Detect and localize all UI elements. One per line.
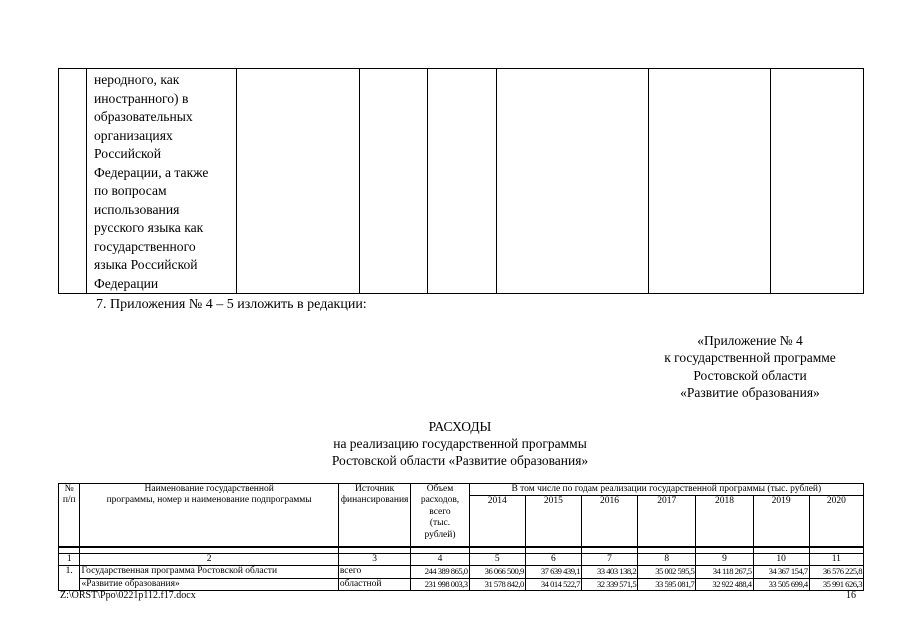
row-value: 32 339 571,5 — [581, 578, 637, 590]
appendix-line: к государственной программе — [664, 350, 836, 366]
row-value: 34 367 154,7 — [753, 566, 809, 578]
column-number: 11 — [809, 554, 863, 566]
header-year: 2017 — [638, 496, 696, 548]
column-number: 3 — [338, 554, 411, 566]
header-source-line: финансирования — [340, 495, 409, 506]
cont-line: по вопросам — [94, 183, 167, 198]
cont-line: Федерации — [94, 275, 159, 291]
header-year: 2020 — [809, 496, 863, 548]
row-value: 31 578 842,0 — [469, 578, 525, 590]
heading-line: Ростовской области «Развитие образования» — [331, 453, 589, 468]
cont-line: государственного — [94, 238, 196, 254]
column-number: 8 — [638, 554, 696, 566]
header-source — [338, 484, 411, 548]
column-number: 2 — [80, 554, 338, 566]
column-number: 6 — [525, 554, 581, 566]
header-name — [80, 484, 338, 548]
row-value: 34 014 522,7 — [525, 578, 581, 590]
heading-title: РАСХОДЫ — [428, 419, 492, 434]
column-number: 5 — [469, 554, 525, 566]
row-value: 36 066 500,9 — [469, 566, 525, 578]
row-value: 33 505 699,4 — [753, 578, 809, 590]
appendix-line: Ростовской области — [693, 367, 807, 383]
table-row — [59, 566, 864, 578]
cont-line: образовательных — [94, 109, 193, 124]
table-row — [59, 578, 864, 590]
header-num — [59, 484, 80, 548]
header-volume-line: Объем — [426, 484, 454, 494]
column-number: 9 — [696, 554, 753, 566]
instruction-text: 7. Приложения № 4 – 5 изложить в редакции: — [96, 297, 367, 312]
cont-line: Федерации, а также — [94, 164, 209, 180]
cont-line: иностранного) в — [94, 90, 189, 106]
row-name-line: Государственная программа Ростовской области — [80, 566, 338, 578]
row-value: 37 639 439,1 — [525, 566, 581, 578]
cont-cell — [649, 69, 771, 294]
header-num-line: № — [64, 484, 74, 494]
row-value: 33 403 138,2 — [581, 566, 637, 578]
row-value: 34 118 267,5 — [696, 566, 753, 578]
cont-cell — [771, 69, 864, 294]
cont-line: языка Российской — [94, 257, 198, 272]
column-number: 7 — [581, 554, 637, 566]
header-year: 2015 — [525, 496, 581, 548]
appendix-caption — [600, 332, 900, 401]
continuation-table — [58, 68, 864, 294]
continuation-text — [87, 69, 236, 293]
cont-line: использования — [94, 201, 180, 217]
cont-cell — [497, 69, 649, 294]
row-num: 1. — [59, 566, 80, 591]
header-source-line: Источник — [355, 484, 395, 494]
header-year: 2016 — [581, 496, 637, 548]
cont-cell — [360, 69, 428, 294]
row-source: областной — [338, 578, 411, 590]
cont-cell — [237, 69, 360, 294]
row-value: 244 389 865,0 — [411, 566, 469, 578]
header-volume-line: (тыс. — [429, 518, 451, 529]
cont-line: организациях — [94, 127, 173, 143]
expenses-table — [58, 483, 864, 591]
appendix-line: «Развитие образования» — [680, 384, 820, 400]
heading-line: на реализацию государственной программы — [333, 436, 587, 451]
column-number: 1 — [59, 554, 80, 566]
header-name-line: Наименование государственной — [144, 484, 274, 494]
header-volume — [411, 484, 469, 548]
header-year: 2019 — [753, 496, 809, 548]
row-value: 36 576 225,8 — [809, 566, 863, 578]
footer-file-path: Z:\ORST\Ppo\0221p112.f17.docx — [60, 590, 196, 601]
header-volume-line: рублей) — [424, 529, 456, 540]
column-number: 10 — [753, 554, 809, 566]
row-value: 33 595 081,7 — [638, 578, 696, 590]
header-year: 2014 — [469, 496, 525, 548]
header-years-caption: В том числе по годам реализации государственной программы (тыс. рублей) — [469, 484, 863, 496]
cont-cell — [428, 69, 497, 294]
document-heading — [160, 418, 760, 469]
cont-line: Российской — [94, 146, 161, 161]
row-value: 35 991 626,3 — [809, 578, 863, 590]
row-value: 231 998 003,3 — [411, 578, 469, 590]
row-value: 35 002 595,5 — [638, 566, 696, 578]
cont-line: русского языка как — [94, 220, 204, 235]
cont-cell-num — [59, 69, 87, 294]
appendix-line: «Приложение № 4 — [697, 333, 803, 348]
row-name-line: «Развитие образования» — [80, 578, 338, 590]
cont-line: неродного, как — [94, 72, 180, 87]
header-volume-line: всего — [429, 506, 451, 517]
header-volume-line: расходов, — [420, 495, 460, 506]
header-year: 2018 — [696, 496, 753, 548]
header-num-line: п/п — [62, 495, 76, 506]
header-name-line: программы, номер и наименование подпрограммы — [106, 495, 312, 506]
row-source: всего — [338, 566, 411, 578]
cont-cell-text — [87, 69, 237, 294]
row-value: 32 922 488,4 — [696, 578, 753, 590]
column-number: 4 — [411, 554, 469, 566]
footer-page-number: 16 — [846, 590, 856, 601]
